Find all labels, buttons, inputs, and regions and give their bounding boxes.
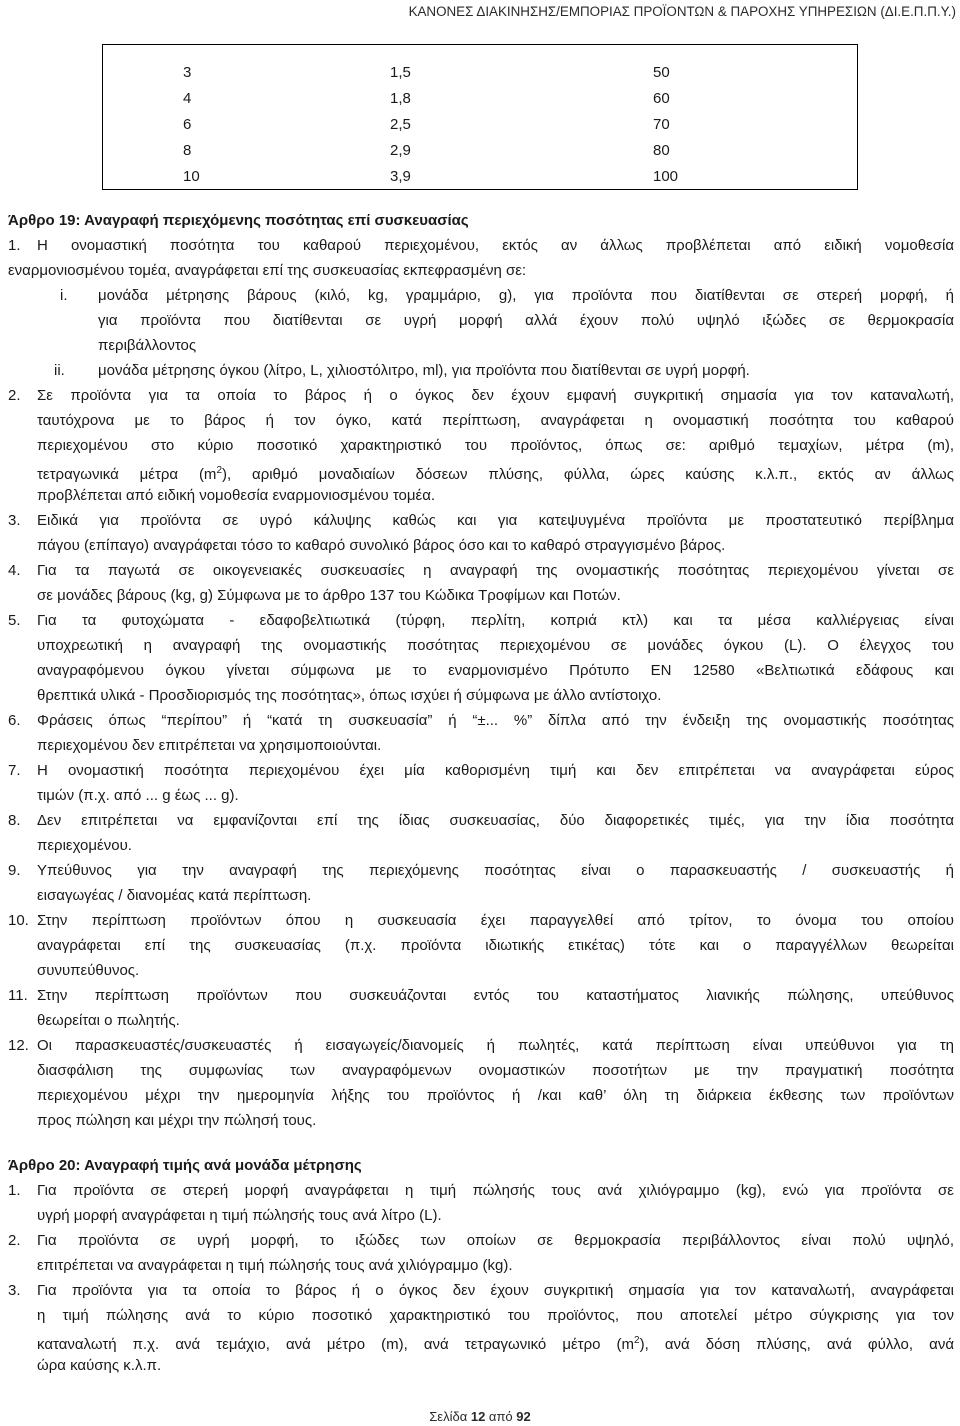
paragraph-text: Η ονομαστική ποσότητα περιεχομένου έχει μία καθορισμένη τιμή και δεν επιτρέπεται να αναγράφεται εύρος [37, 762, 954, 779]
list-item-line [8, 308, 954, 333]
paragraph-line [8, 833, 954, 858]
paragraph-text: Οι παρασκευαστές/συσκευαστές ή εισαγωγείς/διανομείς ή πωλητές, κατά περίπτωση είναι υπεύθυνοι για τη [37, 1037, 954, 1054]
paragraph-text: Για προϊόντα για τα οποία το βάρος ή ο όγκος δεν έχουν συγκριτική σημασία για τον καταναλωτή, αναγράφεται [37, 1282, 954, 1299]
paragraph-number: 6. [8, 712, 21, 729]
paragraph-line [8, 533, 954, 558]
paragraph-text: Η ονομαστική ποσότητα του καθαρού περιεχομένου, εκτός αν άλλως προβλέπεται από ειδική νομοθεσία [37, 237, 954, 254]
text-run: ), αριθμό μοναδιαίων δόσεων πλύσης, φύλλα, ώρες καύσης κ.λ.π., εκτός αν άλλως [222, 466, 954, 483]
document-body [8, 208, 954, 1378]
list-item-number: ii. [54, 362, 65, 379]
paragraph-text: περιεχομένου στο κύριο ποσοτικό χαρακτηριστικό του προϊόντος, όπως σε: αριθμό τεμαχίων, μέτρα (m), [37, 437, 954, 454]
paragraph-text: Για προϊόντα σε υγρή μορφή, το ιξώδες των οποίων σε θερμοκρασία περιβάλλοντος είναι πολύ υψηλό, [37, 1232, 954, 1249]
paragraph-text: συνυπεύθυνος. [37, 962, 140, 979]
data-table [102, 44, 858, 190]
paragraph-text: Στην περίπτωση προϊόντων που συσκευάζονται εντός του καταστήματος λιανικής πώλησης, υπεύθυνος [37, 987, 954, 1004]
paragraph-line [8, 633, 954, 658]
list-item-line [8, 333, 954, 358]
table-cell: 4 [183, 90, 192, 107]
paragraph-text: περιεχομένου δεν επιτρέπεται να χρησιμοποιούνται. [37, 737, 382, 754]
paragraph-text: περιεχομένου μέχρι την ημερομηνία λήξης του προϊόντος ή /και καθ’ όλη τη διάρκεια έκθεσης των προϊόντων [37, 1087, 954, 1104]
paragraph-text: η τιμή πώλησης ανά το κύριο ποσοτικό χαρακτηριστικό του προϊόντος, που αποτελεί μέτρο σύγκρισης για τον [37, 1307, 954, 1324]
text-run: ), ανά δόση πλύσης, ανά φύλλο, ανά [639, 1336, 954, 1353]
paragraph-line [8, 258, 954, 283]
table-cell: 3 [183, 64, 192, 81]
paragraph-line [8, 1253, 954, 1278]
paragraph-line [8, 808, 954, 833]
paragraph-number: 3. [8, 512, 21, 529]
paragraph-line [8, 908, 954, 933]
paragraph-text: υγρή μορφή αναγράφεται η τιμή πώλησής τους ανά λίτρο (L). [37, 1207, 442, 1224]
paragraph-text: Σε προϊόντα για τα οποία το βάρος ή ο όγκος δεν έχουν εμφανή συγκριτική σημασία για τον καταναλωτή, [37, 387, 954, 404]
table-row [103, 164, 857, 190]
table-cell: 80 [653, 142, 670, 159]
footer-label: Σελίδα [429, 1409, 471, 1424]
footer-separator: από [485, 1409, 517, 1424]
table-cell: 50 [653, 64, 670, 81]
paragraph-text: τιμών (π.χ. από ... g έως ... g). [37, 787, 239, 804]
paragraph-text: αναγραφόμενου όγκου γίνεται σύμφωνα με το εναρμονισμένο Πρότυπο ΕΝ 12580 «Βελτιωτικά εδάφους και [37, 662, 954, 679]
table-cell: 1,8 [390, 90, 411, 107]
paragraph-text: προβλέπεται από ειδική νομοθεσία εναρμονιοσμένου τομέα. [37, 487, 436, 504]
paragraph-number: 10. [8, 912, 29, 929]
paragraph-line [8, 583, 954, 608]
paragraph-line [8, 1353, 954, 1378]
paragraph-text: διασφάλιση της συμφωνίας των αναγραφόμενων ονομαστικών ποσοτήτων με την πραγματική ποσότητα [37, 1062, 954, 1079]
paragraph-line [8, 483, 954, 508]
table-cell: 2,5 [390, 116, 411, 133]
paragraph-line [8, 383, 954, 408]
paragraph-number: 5. [8, 612, 21, 629]
paragraph-text: Για τα φυτοχώματα - εδαφοβελτιωτικά (τύρφη, περλίτη, κοπριά κτλ) και τα μέσα καλλιέργειας είναι [37, 612, 954, 629]
paragraph-line [8, 758, 954, 783]
paragraph-number: 2. [8, 1232, 21, 1249]
table-cell: 8 [183, 142, 192, 159]
paragraph-line [8, 708, 954, 733]
paragraph-line [8, 1178, 954, 1203]
paragraph-line [8, 608, 954, 633]
paragraph-line [8, 458, 954, 483]
paragraph-line [8, 1083, 954, 1108]
paragraph-number: 1. [8, 237, 21, 254]
paragraph-text: Στην περίπτωση προϊόντων όπου η συσκευασία έχει παραγγελθεί από τρίτον, το όνομα του οποίου [37, 912, 954, 929]
list-item-text: περιβάλλοντος [98, 337, 197, 354]
paragraph-text: θρεπτικά υλικά - Προσδιορισμός της ποσότητας», όπως ισχύει ή σύμφωνα με άλλο αντίστοιχο. [37, 687, 662, 704]
paragraph-line [8, 1278, 954, 1303]
paragraph-line [8, 658, 954, 683]
paragraph-line [8, 858, 954, 883]
paragraph-line [8, 1303, 954, 1328]
paragraph-text: Ειδικά για προϊόντα σε υγρό κάλυψης καθώς και για κατεψυγμένα προϊόντα με προστατευτικό περίβλημα [37, 512, 954, 529]
paragraph-text: εναρμονιοσμένου τομέα, αναγράφεται επί της συσκευασίας εκπεφρασμένη σε: [8, 262, 527, 279]
paragraph-number: 8. [8, 812, 21, 829]
paragraph-text: Για τα παγωτά σε οικογενειακές συσκευασίες η αναγραφή της ονομαστικής ποσότητας περιεχομένου γίνεται σε [37, 562, 954, 579]
list-item-text: μονάδα μέτρησης βάρους (κιλό, kg, γραμμάριο, g), για προϊόντα που διατίθενται σε στερεή μορφή, ή [98, 287, 954, 304]
list-item-text: για προϊόντα που διατίθενται σε υγρή μορφή αλλά έχουν πολύ υψηλό ιξώδες σε θερμοκρασία [98, 312, 954, 329]
article-20-heading: Άρθρο 20: Αναγραφή τιμής ανά μονάδα μέτρησης [8, 1157, 362, 1174]
superscript: 2 [634, 1335, 640, 1346]
page-header: ΚΑΝΟΝΕΣ ΔΙΑΚΙΝΗΣΗΣ/ΕΜΠΟΡΙΑΣ ΠΡΟΪΟΝΤΩΝ & ΠΑΡΟΧΗΣ ΥΠΗΡΕΣΙΩΝ (ΔΙ.Ε.Π.Π.Υ.) [408, 4, 956, 19]
paragraph-text: επιτρέπεται να αναγράφεται η τιμή πώλησής τους ανά χιλιόγραμμο (kg). [37, 1257, 513, 1274]
table-cell: 1,5 [390, 64, 411, 81]
paragraph-line [8, 1328, 954, 1353]
paragraph-line [8, 558, 954, 583]
paragraph-text: ώρα καύσης κ.λ.π. [37, 1357, 162, 1374]
paragraph-text: Φράσεις όπως “περίπου” ή “κατά τη συσκευασία” ή “±... %” δίπλα από την ένδειξη της ονομαστικής ποσότητας [37, 712, 954, 729]
paragraph-line [8, 1033, 954, 1058]
table-cell: 70 [653, 116, 670, 133]
paragraph-text: αναγράφεται επί της συσκευασίας (π.χ. προϊόντα ιδιωτικής ετικέτας) τότε και ο παραγγέλλων θεωρείται [37, 937, 954, 954]
list-item-number: i. [60, 287, 68, 304]
paragraph-line [8, 408, 954, 433]
paragraph-text: εισαγωγέας / διανομέας κατά περίπτωση. [37, 887, 312, 904]
paragraph-number: 12. [8, 1037, 29, 1054]
paragraph-line [8, 958, 954, 983]
current-page-number: 12 [470, 1409, 486, 1424]
paragraph-number: 4. [8, 562, 21, 579]
paragraph-text: υποχρεωτική η αναγραφή της ονομαστικής ποσότητας περιεχομένου σε μονάδες όγκου (L). Ο έλεγχος του [37, 637, 954, 654]
paragraph-text: Υπεύθυνος για την αναγραφή της περιεχόμενης ποσότητας είναι ο παρασκευαστής / συσκευαστής ή [37, 862, 954, 879]
article-19-heading: Άρθρο 19: Αναγραφή περιεχόμενης ποσότητας επί συσκευασίας [8, 212, 469, 229]
paragraph-line [8, 933, 954, 958]
paragraph-line [8, 733, 954, 758]
table-cell: 60 [653, 90, 670, 107]
paragraph-line [8, 1108, 954, 1133]
paragraph-text: θεωρείται ο πωλητής. [37, 1012, 180, 1029]
list-item-line [8, 358, 954, 383]
paragraph-text: Δεν επιτρέπεται να εμφανίζονται επί της ίδιας συσκευασίας, δύο διαφορετικές τιμές, για την ίδια ποσότητα [37, 812, 954, 829]
text-run: καταναλωτή π.χ. ανά τεμάχιο, ανά μέτρο (m), ανά τετραγωνικό μέτρο (m [37, 1336, 635, 1353]
table-cell: 100 [653, 168, 679, 185]
paragraph-text: ταυτόχρονα με το βάρος ή τον όγκο, κατά περίπτωση, αναγράφεται η ονομαστική ποσότητα του καθαρού [37, 412, 954, 429]
paragraph-text: προς πώληση και μέχρι την πώλησή τους. [37, 1112, 317, 1129]
table-cell: 10 [183, 168, 200, 185]
text-run: τετραγωνικά μέτρα (m [37, 466, 217, 483]
list-item-line [8, 283, 954, 308]
table-cell: 3,9 [390, 168, 411, 185]
paragraph-line [8, 433, 954, 458]
paragraph-line [8, 508, 954, 533]
list-item-text: μονάδα μέτρησης όγκου (λίτρο, L, χιλιοστόλιτρο, ml), για προϊόντα που διατίθενται σε υγρή μορφή. [98, 362, 750, 379]
paragraph-number: 11. [8, 987, 28, 1004]
paragraph-number: 1. [8, 1182, 21, 1199]
paragraph-line [8, 233, 954, 258]
paragraph-text: περιεχομένου. [37, 837, 132, 854]
table-row [103, 112, 857, 138]
paragraph-line [8, 1203, 954, 1228]
paragraph-line [8, 683, 954, 708]
paragraph-line [8, 1008, 954, 1033]
table-cell: 2,9 [390, 142, 411, 159]
superscript: 2 [216, 465, 222, 476]
page-footer [0, 1408, 960, 1426]
paragraph-number: 2. [8, 387, 21, 404]
paragraph-text: πάγου (επίπαγο) αναγράφεται τόσο το καθαρό συνολικό βάρος όσο και το καθαρό στραγγισμένο βάρος. [37, 537, 726, 554]
paragraph-text: Για προϊόντα σε στερεή μορφή αναγράφεται η τιμή πώλησής τους ανά χιλιόγραμμο (kg), ενώ για προϊόντα σε [37, 1182, 954, 1199]
paragraph-line [8, 1058, 954, 1083]
paragraph-number: 7. [8, 762, 21, 779]
paragraph-line [8, 783, 954, 808]
table-cell: 6 [183, 116, 192, 133]
total-pages-number: 92 [516, 1409, 531, 1424]
paragraph-line [8, 1228, 954, 1253]
table-row [103, 86, 857, 112]
paragraph-line [8, 983, 954, 1008]
paragraph-number: 9. [8, 862, 21, 879]
paragraph-line [8, 883, 954, 908]
paragraph-text: σε μονάδες βάρους (kg, g) Σύμφωνα με το άρθρο 137 του Κώδικα Τροφίμων και Ποτών. [37, 587, 621, 604]
table-row [103, 60, 857, 86]
paragraph-number: 3. [8, 1282, 21, 1299]
table-row [103, 138, 857, 164]
